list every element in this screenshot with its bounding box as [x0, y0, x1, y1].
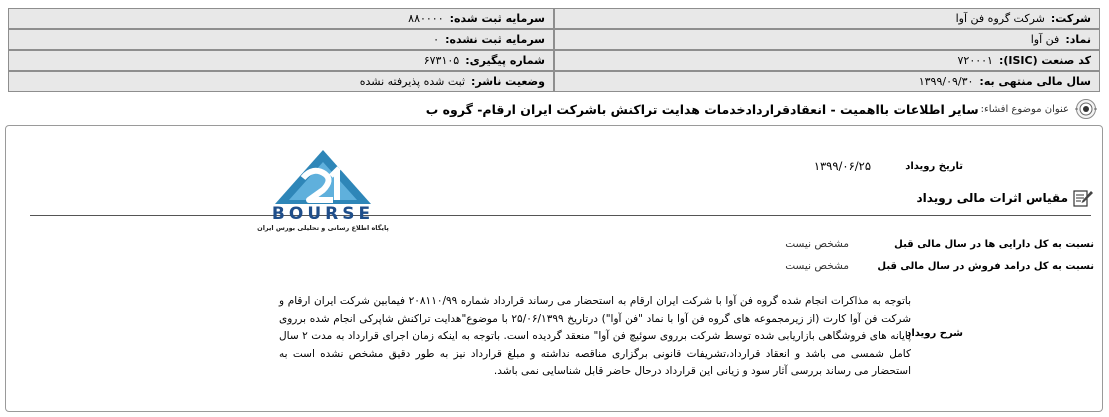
section-header	[917, 188, 1094, 208]
unregistered-capital-cell	[8, 29, 554, 50]
fiscal-year-value: ۱۳۹۹/۰۹/۳۰	[918, 75, 974, 88]
subject-label: عنوان موضوع افشاء:	[980, 103, 1069, 115]
logo-brand-text: BOURSE	[271, 204, 375, 224]
registered-capital-value: ۸۸۰۰۰۰	[408, 12, 444, 25]
registered-capital-cell	[8, 8, 554, 29]
bourse-logo	[247, 148, 399, 234]
unregistered-capital-value: ۰	[433, 33, 440, 46]
unregistered-capital-label: سرمایه ثبت نشده:	[445, 33, 545, 46]
fiscal-year-label: سال مالی منتهی به:	[979, 75, 1091, 88]
tracking-label: شماره پیگیری:	[465, 54, 545, 67]
description-label: شرح رویداد	[906, 328, 963, 339]
isic-label: کد صنعت (ISIC):	[998, 54, 1091, 67]
registered-capital-label: سرمایه ثبت شده:	[449, 12, 545, 25]
publisher-status-label: وضعیت ناشر:	[471, 75, 545, 88]
radio-target-icon	[1075, 98, 1097, 120]
symbol-label: نماد:	[1065, 33, 1091, 46]
company-cell	[554, 8, 1100, 29]
tracking-value: ۶۷۳۱۰۵	[423, 54, 460, 67]
event-description: باتوجه به مذاکرات انجام شده گروه فن آوا با شرکت ایران ارقام به استحضار می رساند قرارداد شماره ۲۰۸۱۱۰/۹۹ فیمابین شرکت ایران ارقام و شرکت فن آوا کارت (از زیرمجموعه های گروه فن آوا با نماد "فن آوا") درتاریخ ۲۵/۰۶/۱۳۹۹ با موضوع"هدایت تراکنش شاپرکی انجام شده برروی پایانه های فروشگاهی بازاریابی شده توسط شرکت برروی سوئیچ فن آوا" منعقد گردیده است. باتوجه به اینکه زمان اجرای قرارداد به مدت ۲ سال کامل شمسی می باشد و انعقاد قرارداد،تشریفات قانونی برگزاری مناقصه نداشته و مبلغ قرارداد نیز به طور دقیق مشخص نشده است به استحضار می رساند بررسی آثار سود و زیانی این قرارداد درحال حاضر قابل شناسایی نمی باشد.	[279, 295, 911, 378]
fiscal-year-cell	[554, 71, 1100, 92]
logo-tagline: پایگاه اطلاع رسانی و تحلیلی بورس ایران	[257, 224, 389, 232]
event-date-label: تاریخ رویداد	[905, 161, 963, 172]
asset-ratio-value: مشخص نیست	[785, 238, 849, 250]
disclosure-subject	[426, 98, 1097, 120]
section-divider	[30, 215, 1091, 216]
company-info-grid	[8, 8, 1100, 92]
company-value: شرکت گروه فن آوا	[955, 12, 1045, 25]
symbol-value: فن آوا	[1030, 33, 1060, 46]
sales-ratio-value: مشخص نیست	[785, 260, 849, 272]
publisher-status-value: ثبت شده پذیرفته نشده	[359, 75, 466, 88]
edit-document-icon	[1072, 188, 1094, 208]
subject-value: سایر اطلاعات بااهمیت - انعقادقراردادخدمات هدایت تراکنش باشرکت ایران ارقام- گروه ب	[425, 101, 979, 117]
publisher-status-cell	[8, 71, 554, 92]
event-date-value: ۱۳۹۹/۰۶/۲۵	[813, 159, 871, 173]
isic-cell	[554, 50, 1100, 71]
tracking-cell	[8, 50, 554, 71]
isic-value: ۷۲۰۰۰۱	[957, 54, 993, 67]
symbol-cell	[554, 29, 1100, 50]
asset-ratio-label: نسبت به کل دارایی ها در سال مالی قبل	[894, 239, 1094, 250]
sales-ratio-label: نسبت به کل درامد فروش در سال مالی قبل	[877, 261, 1094, 272]
section-title: مقیاس اثرات مالی رویداد	[916, 191, 1068, 205]
company-label: شرکت:	[1050, 12, 1091, 25]
